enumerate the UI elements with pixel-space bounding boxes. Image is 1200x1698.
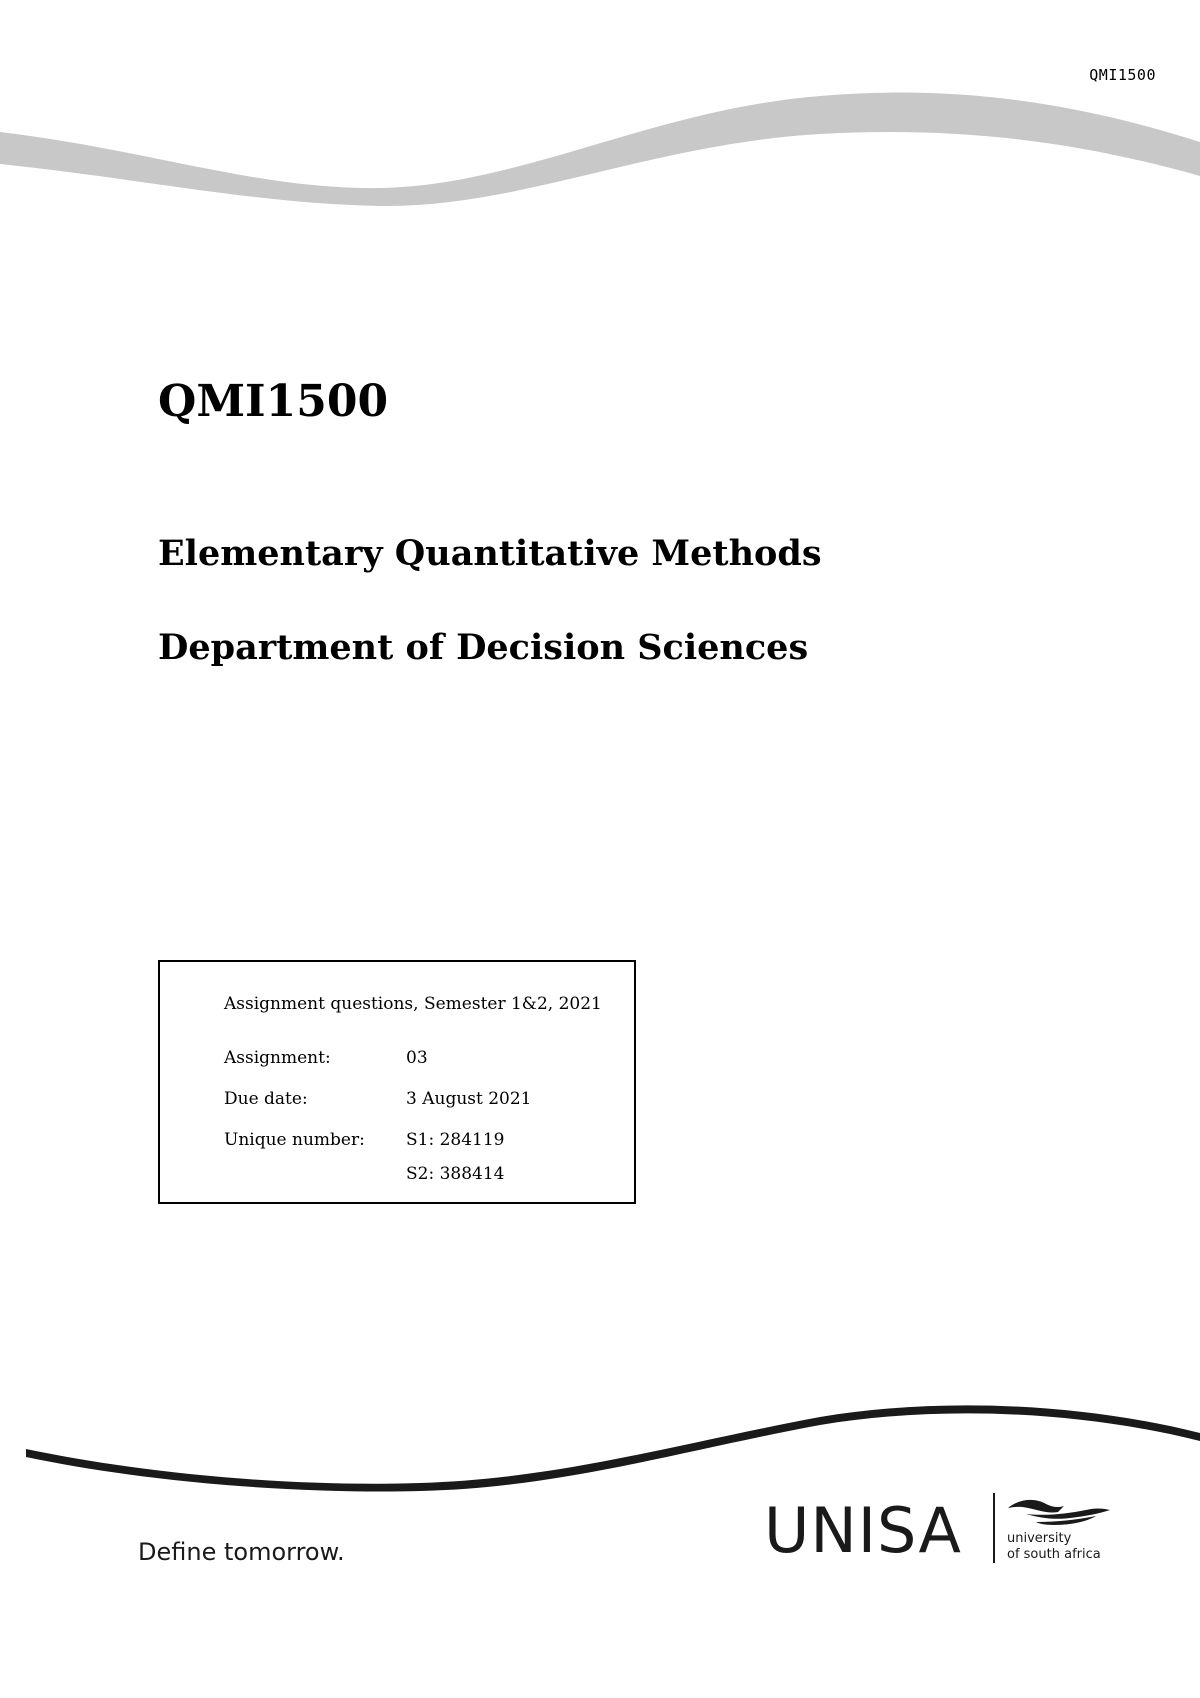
unisa-logo-wordmark: UNISA <box>764 1494 962 1567</box>
running-header-course-code: QMI1500 <box>1089 66 1156 84</box>
unisa-logo-subtitle-line2: of south africa <box>1007 1547 1101 1562</box>
bird-icon <box>1006 1496 1110 1528</box>
unique-number-label: Unique number: <box>224 1130 365 1150</box>
top-decorative-wave <box>0 70 1200 210</box>
unique-number-s1: S1: 284119 <box>406 1130 505 1150</box>
assignment-number-value: 03 <box>406 1048 428 1068</box>
assignment-info-box <box>158 960 636 1204</box>
bottom-decorative-wave <box>0 1395 1200 1505</box>
module-name-title: Elementary Quantitative Methods <box>158 533 822 574</box>
due-date-value: 3 August 2021 <box>406 1089 532 1109</box>
footer-slogan: Define tomorrow. <box>138 1538 345 1566</box>
department-title: Department of Decision Sciences <box>158 627 809 668</box>
assignment-number-label: Assignment: <box>224 1048 331 1068</box>
unisa-logo-subtitle-line1: university <box>1007 1531 1072 1546</box>
unique-number-s2: S2: 388414 <box>406 1164 505 1184</box>
unisa-logo-divider <box>993 1493 995 1563</box>
course-code-title: QMI1500 <box>158 376 389 427</box>
due-date-label: Due date: <box>224 1089 308 1109</box>
assignment-info-heading: Assignment questions, Semester 1&2, 2021 <box>224 994 602 1014</box>
